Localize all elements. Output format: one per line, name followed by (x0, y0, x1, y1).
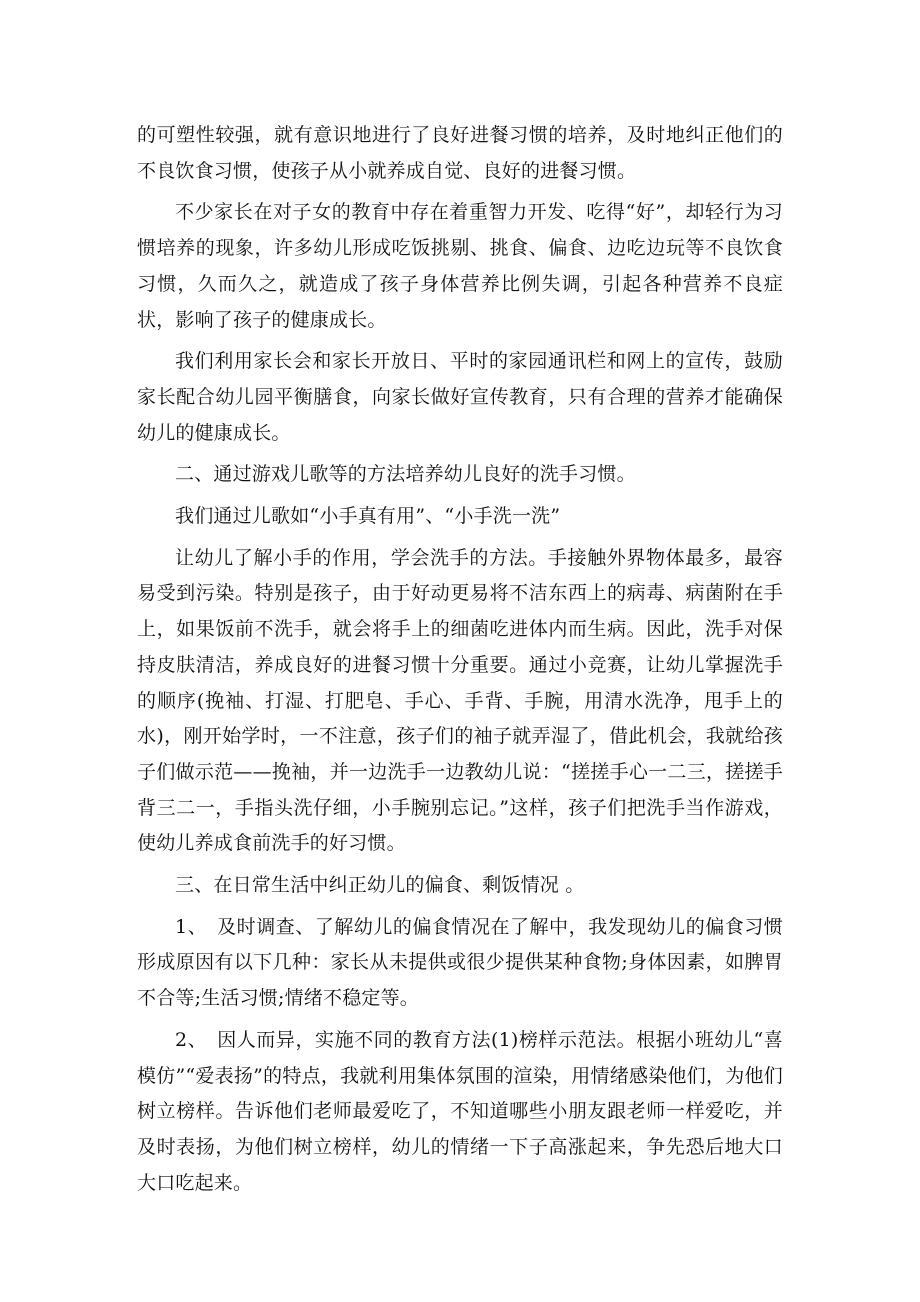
paragraph-parent-education: 不少家长在对子女的教育中存在着重智力开发、吃得“好”，却轻行为习惯培养的现象，许多幼儿形成吃饭挑剔、挑食、偏食、边吃边玩等不良饮食习惯，久而久之，就造成了孩子身体营养比例失调，引起各种营养不良症状，影响了孩子的健康成长。 (137, 201, 783, 331)
list-item-investigation: 1、 及时调查、了解幼儿的偏食情况在了解中，我发现幼儿的偏食习惯形成原因有以下几种：家长从未提供或很少提供某种食物;身体因素，如脾胃不合等;生活习惯;情绪不稳定等。 (137, 915, 783, 1010)
section-heading-handwashing: 二、通过游戏儿歌等的方法培养幼儿良好的洗手习惯。 (175, 463, 636, 486)
paragraph-home-school-cooperation: 我们利用家长会和家长开放日、平时的家园通讯栏和网上的宣传，鼓励家长配合幼儿园平衡膳食，向家长做好宣传教育，只有合理的营养才能确保幼儿的健康成长。 (137, 350, 783, 444)
section-heading-picky-eating: 三、在日常生活中纠正幼儿的偏食、剩饭情况 。 (175, 874, 585, 897)
paragraph-nursery-rhymes: 我们通过儿歌如“小手真有用”、“小手洗一洗” (175, 505, 561, 528)
document-page (137, 118, 783, 1207)
paragraph-handwashing-method: 让幼儿了解小手的作用，学会洗手的方法。手接触外界物体最多，最容易受到污染。特别是孩子，由于好动更易将不洁东西上的病毒、病菌附在手上，如果饭前不洗手，就会将手上的细菌吃进体内而生病。因此，洗手对保持皮肤清洁，养成良好的进餐习惯十分重要。通过小竞赛，让幼儿掌握洗手的顺序(挽袖、打湿、打肥皂、手心、手背、手腕，用清水洗净，甩手上的水)，刚开始学时，一不注意，孩子们的袖子就弄湿了，借此机会，我就给孩子们做示范——挽袖，并一边洗手一边教幼儿说：“搓搓手心一二三，搓搓手背三二一，手指头洗仔细，小手腕别忘记。”这样，孩子们把洗手当作游戏，使幼儿养成食前洗手的好习惯。 (137, 546, 783, 855)
list-item-teaching-methods: 2、 因人而异，实施不同的教育方法(1)榜样示范法。根据小班幼儿“喜模仿”“爱表扬”的特点，我就利用集体氛围的渲染，用情绪感染他们，为他们树立榜样。告诉他们老师最爱吃了，不知道哪些小朋友跟老师一样爱吃，并及时表扬，为他们树立榜样，幼儿的情绪一下子高涨起来，争先恐后地大口大口吃起来。 (137, 1028, 783, 1194)
paragraph-continuation: 的可塑性较强，就有意识地进行了良好进餐习惯的培养，及时地纠正他们的不良饮食习惯，使孩子从小就养成自觉、良好的进餐习惯。 (137, 124, 783, 182)
